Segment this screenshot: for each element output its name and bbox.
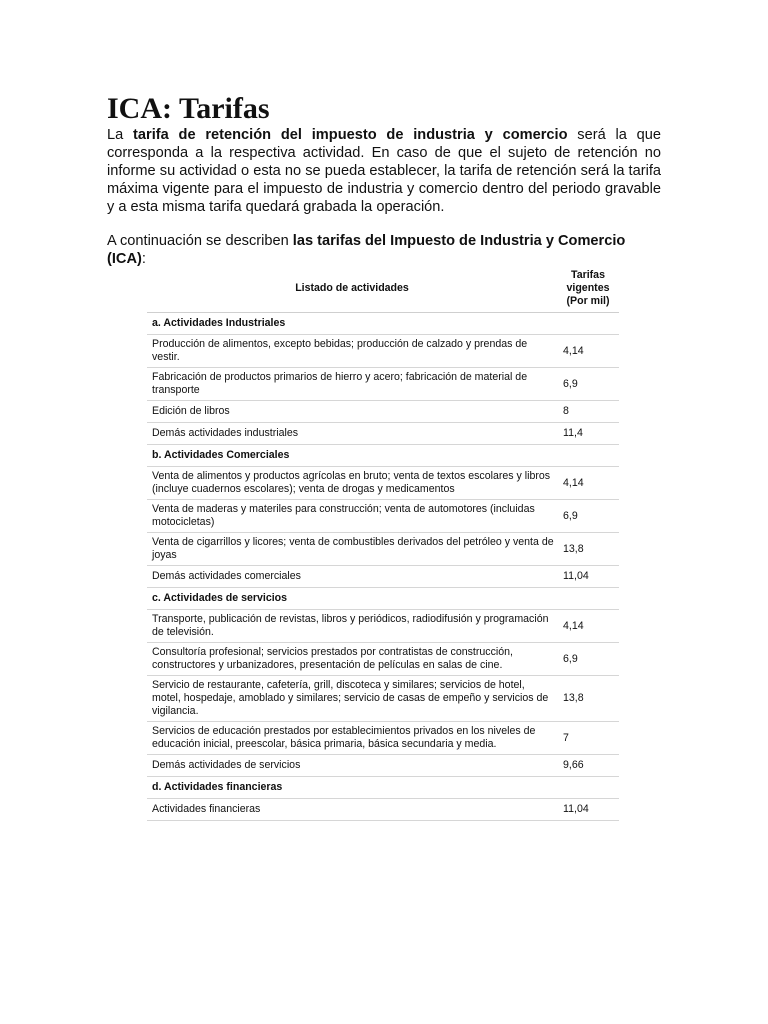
header-rates [557, 264, 619, 313]
activity-cell: Actividades financieras [147, 799, 557, 821]
section-label: a. Actividades Industriales [147, 313, 619, 335]
table-row [147, 401, 619, 423]
paragraph-bold: tarifa de retención del impuesto de industria y comercio [133, 127, 568, 143]
paragraph-rest: será la que corresponda a la respectiva actividad. En caso de que el sujeto de retención no informe su actividad o esta no se pueda establecer, la tarifa de retención será la tarifa máxima vigente para el impuesto de industria y comercio dentro del periodo gravable y a esta misma tarifa quedará grabada la operación. [107, 127, 661, 215]
activity-cell: Servicios de educación prestados por establecimientos privados en los niveles de educación inicial, preescolar, básica primaria, básica secundaria y media. [147, 722, 557, 755]
activity-cell: Demás actividades industriales [147, 423, 557, 445]
activity-cell: Venta de maderas y materiles para construcción; venta de automotores (incluidas motocicletas) [147, 500, 557, 533]
rate-cell: 11,4 [557, 423, 619, 445]
paragraph-lead: La [107, 127, 124, 143]
activity-cell: Consultoría profesional; servicios prestados por contratistas de construcción, constructores y urbanizadores, presentación de películas en salas de cine. [147, 643, 557, 676]
activity-cell: Servicio de restaurante, cafetería, grill, discoteca y similares; servicios de hotel, motel, hospedaje, amoblado y similares; servicio de casas de empeño y servicios de vigilancia. [147, 676, 557, 722]
table-row [147, 467, 619, 500]
rate-cell: 7 [557, 722, 619, 755]
header-rates-line2: vigentes [566, 281, 610, 294]
table-row [147, 423, 619, 445]
rate-cell: 11,04 [557, 799, 619, 821]
table-section-row [147, 313, 619, 335]
rate-cell: 13,8 [557, 533, 619, 566]
activity-cell: Fabricación de productos primarios de hierro y acero; fabricación de material de transporte [147, 368, 557, 401]
activity-cell: Venta de alimentos y productos agrícolas en bruto; venta de textos escolares y libros (incluye cuadernos escolares); venta de drogas y medicamentos [147, 467, 557, 500]
header-activities: Listado de actividades [147, 264, 557, 313]
table-intro-lead: A continuación se describen [107, 233, 289, 249]
table-row [147, 610, 619, 643]
table-intro [107, 232, 661, 268]
activity-cell: Edición de libros [147, 401, 557, 423]
table-section-row [147, 445, 619, 467]
table-section-row [147, 588, 619, 610]
rates-table-body [147, 313, 619, 821]
table-row [147, 533, 619, 566]
table-row [147, 335, 619, 368]
rate-cell: 4,14 [557, 610, 619, 643]
table-intro-tail: : [141, 251, 146, 267]
table-row [147, 676, 619, 722]
table-intro-bold: las tarifas del Impuesto de Industria y Comercio (ICA) [107, 233, 626, 267]
table-row [147, 500, 619, 533]
page-title: ICA: Tarifas [107, 92, 270, 125]
activity-cell: Transporte, publicación de revistas, libros y periódicos, radiodifusión y programación de televisión. [147, 610, 557, 643]
table-row [147, 722, 619, 755]
section-label: c. Actividades de servicios [147, 588, 619, 610]
section-label: d. Actividades financieras [147, 777, 619, 799]
activity-cell: Demás actividades comerciales [147, 566, 557, 588]
table-row [147, 643, 619, 676]
intro-paragraph [107, 126, 661, 216]
table-section-row [147, 777, 619, 799]
header-rates-line3: (Por mil) [566, 294, 610, 307]
rate-cell: 9,66 [557, 755, 619, 777]
header-rates-line1: Tarifas [571, 268, 605, 281]
rate-cell: 11,04 [557, 566, 619, 588]
table-row [147, 566, 619, 588]
activity-cell: Producción de alimentos, excepto bebidas; producción de calzado y prendas de vestir. [147, 335, 557, 368]
rate-cell: 6,9 [557, 500, 619, 533]
rate-cell: 6,9 [557, 643, 619, 676]
rates-table [147, 264, 619, 821]
table-header-row [147, 264, 619, 313]
table-row [147, 799, 619, 821]
table-row [147, 368, 619, 401]
rate-cell: 13,8 [557, 676, 619, 722]
rate-cell: 8 [557, 401, 619, 423]
rate-cell: 6,9 [557, 368, 619, 401]
table-row [147, 755, 619, 777]
section-label: b. Actividades Comerciales [147, 445, 619, 467]
activity-cell: Venta de cigarrillos y licores; venta de combustibles derivados del petróleo y venta de joyas [147, 533, 557, 566]
rate-cell: 4,14 [557, 467, 619, 500]
rate-cell: 4,14 [557, 335, 619, 368]
document-body [107, 94, 661, 268]
activity-cell: Demás actividades de servicios [147, 755, 557, 777]
